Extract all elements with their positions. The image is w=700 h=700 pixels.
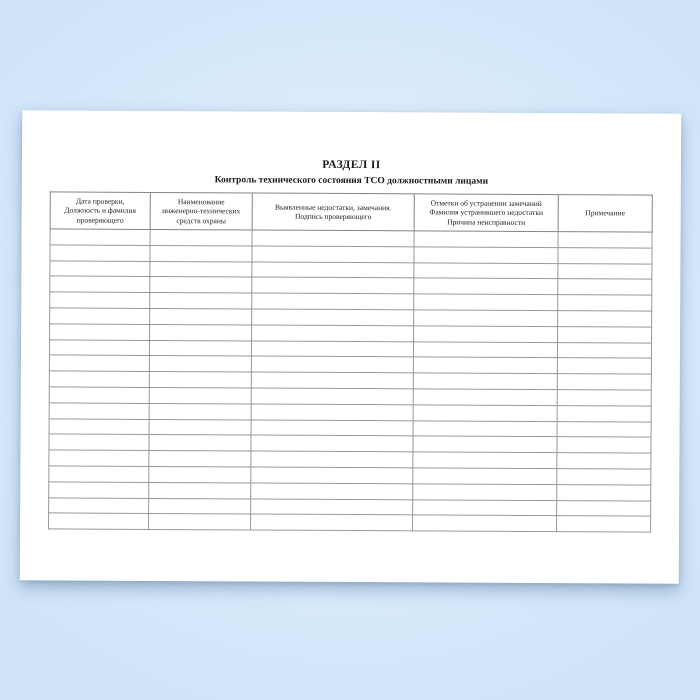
table-cell-empty <box>413 515 557 532</box>
table-cell-empty <box>557 421 651 437</box>
table-cell-empty <box>49 403 149 419</box>
table-cell-empty <box>557 516 651 532</box>
table-cell-empty <box>50 229 150 245</box>
table-cell-empty <box>413 436 557 453</box>
table-cell-empty <box>50 292 150 308</box>
table-cell-empty <box>149 387 251 403</box>
table-cell-empty <box>149 435 251 451</box>
table-cell-empty <box>150 324 252 340</box>
table-cell-empty <box>149 514 251 530</box>
table-cell-empty <box>413 373 557 390</box>
table-cell-empty <box>150 308 252 324</box>
table-cell-empty <box>149 403 251 419</box>
table-cell-empty <box>251 341 413 358</box>
table-cell-empty <box>149 466 251 482</box>
table-cell-empty <box>251 467 413 484</box>
section-title: РАЗДЕЛ II <box>322 158 381 172</box>
table-cell-empty <box>149 482 251 498</box>
table-cell-empty <box>251 451 413 468</box>
table-cell-empty <box>557 405 651 421</box>
table-cell-empty <box>252 262 414 279</box>
table-cell-empty <box>252 246 414 263</box>
table-cell-empty <box>149 372 251 388</box>
table-cell-empty <box>150 261 252 277</box>
table-cell-empty <box>413 452 557 469</box>
table-cell-empty <box>558 247 652 263</box>
table-cell-empty <box>252 309 414 326</box>
table-cell-empty <box>251 435 413 452</box>
table-cell-empty <box>413 420 557 437</box>
table-cell-empty <box>413 389 557 406</box>
table-cell-empty <box>252 325 414 342</box>
table-cell-empty <box>557 437 651 453</box>
table-cell-empty <box>50 324 150 340</box>
table-cell-empty <box>49 434 149 450</box>
document-page <box>20 110 681 583</box>
table-cell-empty <box>251 356 413 373</box>
table-cell-empty <box>557 484 651 500</box>
table-cell-empty <box>414 278 558 295</box>
table-cell-empty <box>49 418 149 434</box>
table-body <box>49 229 653 532</box>
table-cell-empty <box>49 355 149 371</box>
table-cell-empty <box>149 340 251 356</box>
table-cell-empty <box>251 483 413 500</box>
table-cell-empty <box>557 469 651 485</box>
table-cell-empty <box>558 263 652 279</box>
table-cell-empty <box>414 231 558 248</box>
table-cell-empty <box>149 498 251 514</box>
table-cell-empty <box>557 500 651 516</box>
table-cell-empty <box>150 229 252 245</box>
table-cell-empty <box>557 358 651 374</box>
column-header-equipment-name: Наименование инженерно-технических средств охраны <box>150 192 252 230</box>
table-cell-empty <box>414 326 558 343</box>
table-cell-empty <box>252 230 414 247</box>
table-cell-empty <box>150 277 252 293</box>
table-row <box>49 513 651 532</box>
table-cell-empty <box>413 499 557 516</box>
table-cell-empty <box>558 232 652 248</box>
table-cell-empty <box>558 326 652 342</box>
table-cell-empty <box>49 513 149 529</box>
column-header-remediation: Отметки об устранении замечаний Фамилия устранившего недостатки Причина неисправности <box>414 194 558 232</box>
table-cell-empty <box>413 405 557 422</box>
table-cell-empty <box>49 482 149 498</box>
table-cell-empty <box>413 341 557 358</box>
table-cell-empty <box>414 247 558 264</box>
table-cell-empty <box>413 357 557 374</box>
table-cell-empty <box>413 468 557 485</box>
table-cell-empty <box>252 293 414 310</box>
table-cell-empty <box>413 484 557 501</box>
table-cell-empty <box>251 388 413 405</box>
table-cell-empty <box>251 420 413 437</box>
column-header-check-date: Дата проверки, Должность и фамилия проверяющего <box>50 192 150 230</box>
table-cell-empty <box>150 245 252 261</box>
table-cell-empty <box>251 499 413 516</box>
table-cell-empty <box>49 387 149 403</box>
table-cell-empty <box>50 308 150 324</box>
table-cell-empty <box>150 293 252 309</box>
table-cell-empty <box>49 450 149 466</box>
table-cell-empty <box>414 310 558 327</box>
document-subtitle: Контроль технического состояния ТСО должностными лицами <box>214 175 489 187</box>
table-cell-empty <box>414 294 558 311</box>
table-cell-empty <box>557 453 651 469</box>
table-cell-empty <box>49 340 149 356</box>
table-cell-empty <box>149 356 251 372</box>
column-header-notes: Примечание <box>558 195 652 232</box>
table-cell-empty <box>49 371 149 387</box>
table-cell-empty <box>149 451 251 467</box>
table-cell-empty <box>557 342 651 358</box>
table-cell-empty <box>251 404 413 421</box>
table-cell-empty <box>49 497 149 513</box>
table-cell-empty <box>414 262 558 279</box>
table-cell-empty <box>557 390 651 406</box>
table-cell-empty <box>252 277 414 294</box>
table-cell-empty <box>557 374 651 390</box>
table-cell-empty <box>558 279 652 295</box>
table-cell-empty <box>149 419 251 435</box>
table-cell-empty <box>558 295 652 311</box>
table-cell-empty <box>50 245 150 261</box>
table-cell-empty <box>49 466 149 482</box>
table-cell-empty <box>558 311 652 327</box>
column-header-defects-found: Выявленные недостатки, замечания. Подпись проверяющего <box>252 193 414 231</box>
table-cell-empty <box>251 514 413 531</box>
table-cell-empty <box>50 276 150 292</box>
table-cell-empty <box>50 261 150 277</box>
table-cell-empty <box>251 372 413 389</box>
inspection-log-table <box>48 191 653 532</box>
table-header-row <box>50 192 652 232</box>
